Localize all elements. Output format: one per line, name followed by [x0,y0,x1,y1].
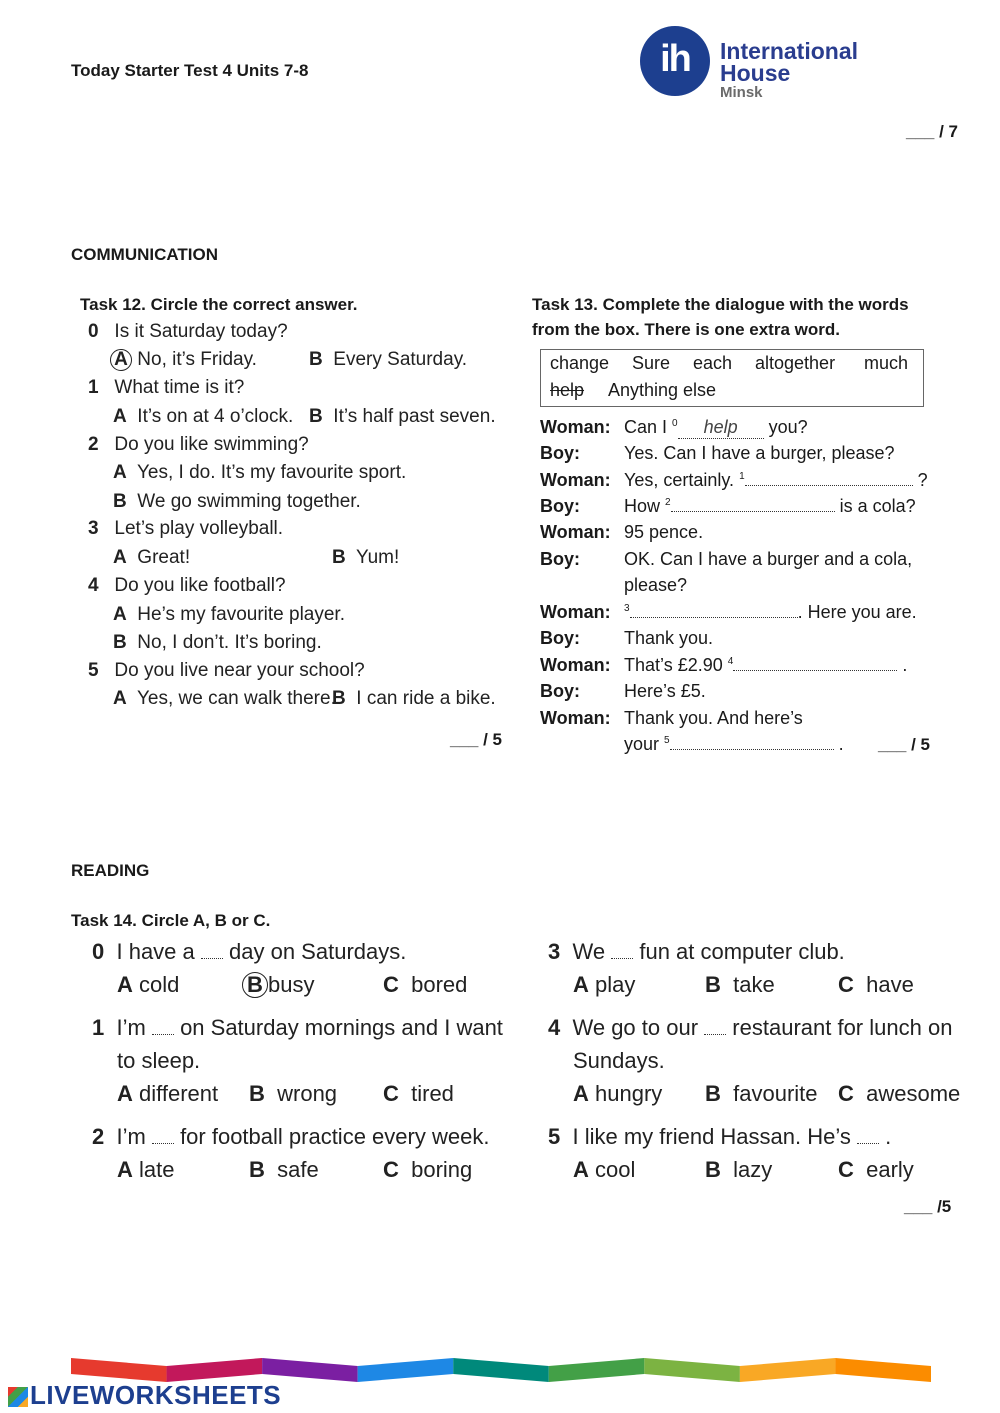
task14-title: Task 14. Circle A, B or C. [71,911,271,930]
word-sure: Sure [632,353,671,373]
ih-logo-mark: ih [640,26,710,96]
task14-q3: 3 We fun at computer club. [548,939,845,964]
blank-3-input[interactable] [630,603,798,618]
liveworksheets-brand: LIVEWORKSHEETS [8,1380,281,1411]
task14-q4-option-b[interactable]: B favourite [705,1081,818,1106]
section-communication-heading: COMMUNICATION [71,245,218,264]
document-title: Today Starter Test 4 Units 7-8 [71,61,309,80]
task12-q4-option-b[interactable]: B No, I don’t. It’s boring. [113,632,322,653]
task14-q4: 4 We go to our restaurant for lunch on [548,1015,953,1040]
speaker-label: Woman: [540,522,611,542]
ih-logo [640,26,870,102]
dialogue-line-9: Here’s £5. [624,681,706,701]
blank-1-input[interactable] [745,471,913,486]
blank-2-input[interactable] [671,497,835,512]
section-reading-heading: READING [71,861,150,880]
task14-q4-cont: Sundays. [573,1048,665,1073]
ribbon-segment [453,1358,549,1382]
dialogue-line-0: Can I $^0$ help you? [624,417,808,437]
dialogue-line-4: 95 pence. [624,522,704,542]
task14-q1-option-c[interactable]: C tired [383,1081,454,1106]
task12-q2-option-a[interactable]: A Yes, I do. It’s my favourite sport. [113,462,407,483]
logo-line-2: House [720,60,791,86]
ribbon-segment [358,1358,454,1382]
logo-line-1: International [720,38,859,64]
task14-q2-option-b[interactable]: B safe [249,1157,319,1182]
speaker-label: Woman: [540,470,611,490]
word-altogether: altogether [755,353,836,373]
task14-q0-option-b[interactable]: B busy [242,972,314,998]
task12-score[interactable]: ___ / 5 [450,730,502,749]
task12-q5-option-b[interactable]: B I can ride a bike. [332,688,496,709]
task12-q5: 5 Do you live near your school? [88,660,365,681]
dialogue-line-3: How $^2$ is a cola? [624,496,916,516]
task12-q3-option-b[interactable]: B Yum! [332,547,400,568]
task12-q1-option-b[interactable]: B It’s half past seven. [309,406,496,427]
word-each: each [693,353,733,373]
word-help-used: help [550,380,585,400]
ribbon-segment [167,1358,263,1382]
task12-q2-option-b[interactable]: B We go swimming together. [113,491,361,512]
dialogue-line-10: Thank you. And here’s [624,708,803,728]
dialogue-line-10b: your $^5$ . [624,734,844,754]
speaker-label: Woman: [540,708,611,728]
dialogue-line-5: OK. Can I have a burger and a cola, [624,549,913,569]
task14-q5-option-b[interactable]: B lazy [705,1157,773,1182]
task14-q0: 0 I have a day on Saturdays. [92,939,407,964]
task14-q2: 2 I’m for football practice every week. [92,1124,490,1149]
task12-q4: 4 Do you like football? [88,575,286,596]
blank-5-input[interactable] [670,735,834,750]
task14-q1-cont: to sleep. [117,1048,201,1073]
task14-q5-option-a[interactable]: A cool [573,1157,636,1182]
task13-score[interactable]: ___ / 5 [878,735,930,754]
task14-score[interactable]: ___ /5 [904,1197,952,1216]
speaker-label: Boy: [540,681,580,701]
speaker-label: Woman: [540,417,611,437]
task13-word-box [540,349,924,407]
task12-q3: 3 Let’s play volleyball. [88,518,284,539]
dialogue-line-5b: please? [624,575,688,595]
speaker-label: Boy: [540,443,580,463]
task14-q3-option-b[interactable]: B take [705,972,775,997]
dialogue-line-1: Yes. Can I have a burger, please? [624,443,895,463]
ribbon-segment [644,1358,740,1382]
task12-q0-option-a[interactable]: A No, it’s Friday. [110,349,257,371]
speaker-label: Boy: [540,628,580,648]
task12-title: Task 12. Circle the correct answer. [80,295,358,314]
ribbon-segment [549,1358,645,1382]
task12-q4-option-a[interactable]: A He’s my favourite player. [113,604,345,625]
task14-q0-option-a[interactable]: A cold [117,972,180,997]
speaker-label: Woman: [540,655,611,675]
task12-q0-option-b[interactable]: B Every Saturday. [309,349,468,370]
circled-answer-icon: A [110,349,132,371]
speaker-label: Boy: [540,549,580,569]
logo-line-3: Minsk [720,84,763,101]
blank-4-input[interactable] [733,656,897,671]
ribbon-segment [71,1358,167,1382]
task14-q3-option-a[interactable]: A play [573,972,636,997]
dialogue-line-2: Yes, certainly. $^1$ ? [624,470,928,490]
task12-q0: 0 Is it Saturday today? [88,321,288,342]
ribbon-segment [835,1358,931,1382]
task12-q5-option-a[interactable]: A Yes, we can walk there. [113,688,336,709]
task12-q2: 2 Do you like swimming? [88,434,309,455]
task12-q1-option-a[interactable]: A It’s on at 4 o’clock. [113,406,294,427]
dialogue-line-6: $^3$ . Here you are. [624,602,917,622]
task14-q5: 5 I like my friend Hassan. He’s . [548,1124,892,1149]
circled-answer-icon: B [242,972,268,998]
speaker-label: Boy: [540,496,580,516]
task14-q2-option-a[interactable]: A late [117,1157,175,1182]
ribbon-segment [262,1358,358,1382]
word-much: much [864,353,909,373]
task14-q4-option-a[interactable]: A hungry [573,1081,663,1106]
dialogue-line-7: Thank you. [624,628,714,648]
task14-q5-option-c[interactable]: C early [838,1157,914,1182]
ribbon-segment [740,1358,836,1382]
task14-q1-option-a[interactable]: A different [117,1081,219,1106]
task14-q1: 1 I’m on Saturday mornings and I want [92,1015,503,1040]
task12-q1: 1 What time is it? [88,377,245,398]
blank-0-example: help [678,417,764,439]
task14-q1-option-b[interactable]: B wrong [249,1081,338,1106]
task14-q2-option-c[interactable]: C boring [383,1157,473,1182]
task12-q3-option-a[interactable]: A Great! [113,547,191,568]
task14-q4-option-c[interactable]: C awesome [838,1081,961,1106]
total-score[interactable]: ___ / 7 [906,122,958,141]
dialogue-line-8: That’s £2.90 $^4$ . [624,655,908,675]
word-change: change [550,353,610,373]
task13-title: Task 13. Complete the dialogue with the words from the box. There is one extra word. [532,295,909,339]
liveworksheets-logo-icon [8,1387,28,1407]
task14-q0-option-c[interactable]: C bored [383,972,468,997]
speaker-label: Woman: [540,602,611,622]
word-anything-else: Anything else [608,380,717,400]
task14-q3-option-c[interactable]: C have [838,972,914,997]
